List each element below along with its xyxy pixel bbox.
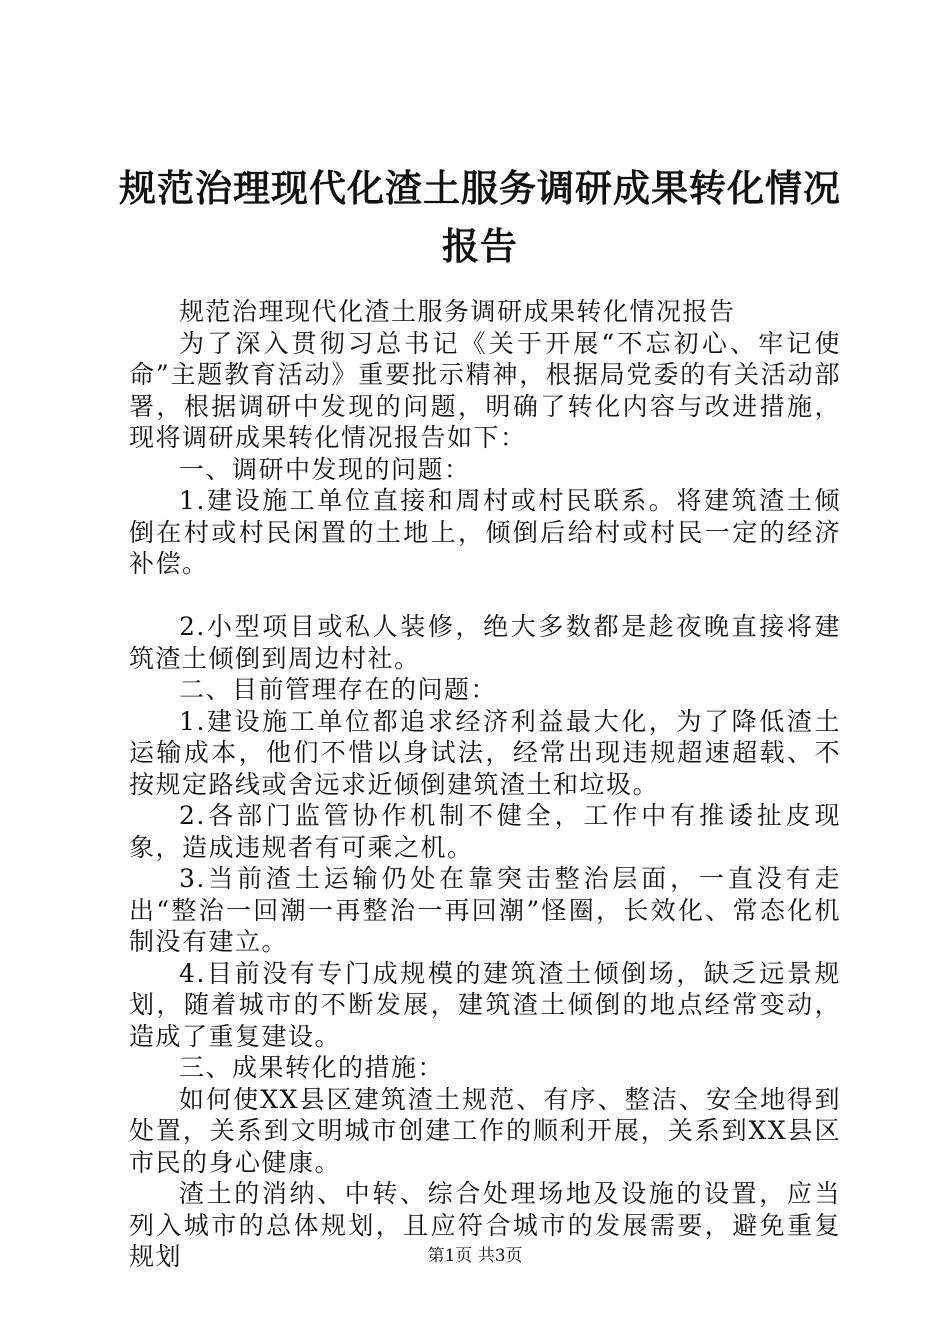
paragraph-item: 1.建设施工单位直接和周村或村民联系。将建筑渣土倾倒在村或村民闲置的土地上，倾倒后给村或村民一定的经济补偿。 (129, 486, 841, 578)
paragraph-item: 渣土的消纳、中转、综合处理场地及设施的设置，应当列入城市的总体规划，且应符合城市的发展需要，避免重复规划 (129, 1179, 841, 1271)
blank-line (129, 580, 841, 612)
document-title: 规范治理现代化渣土服务调研成果转化情况报告 (119, 167, 841, 268)
page-footer: 第1页 共3页 (427, 1246, 523, 1266)
paragraph-item: 如何使XX县区建筑渣土规范、有序、整洁、安全地得到处置，关系到文明城市创建工作的顺利开展，关系到XX县区市民的身心健康。 (129, 1084, 841, 1177)
document-body (129, 296, 841, 1273)
paragraph-item: 4.目前没有专门成规模的建筑渣土倾倒场，缺乏远景规划，随着城市的不断发展，建筑渣土倾倒的地点经常变动，造成了重复建设。 (129, 958, 841, 1051)
paragraph-item: 3.当前渣土运输仍处在靠突击整治层面，一直没有走出“整治一回潮一再整治一再回潮”怪圈，长效化、常态化机制没有建立。 (129, 864, 841, 956)
section-heading-2: 二、目前管理存在的问题： (179, 675, 498, 704)
section-heading-3: 三、成果转化的措施： (179, 1053, 445, 1082)
paragraph-item: 2.各部门监管协作机制不健全，工作中有推诿扯皮现象，造成违规者有可乘之机。 (129, 801, 841, 862)
paragraph-item: 2.小型项目或私人装修，绝大多数都是趁夜晚直接将建筑渣土倾倒到周边村社。 (129, 612, 841, 673)
paragraph-item: 1.建设施工单位都追求经济利益最大化，为了降低渣土运输成本，他们不惜以身试法，经常出现违规超速超载、不按规定路线或舍远求近倾倒建筑渣土和垃圾。 (129, 706, 841, 799)
section-heading-1: 一、调研中发现的问题： (179, 454, 471, 484)
paragraph-subtitle: 规范治理现代化渣土服务调研成果转化情况报告 (179, 297, 736, 326)
paragraph-intro: 为了深入贯彻习总书记《关于开展“不忘初心、牢记使命”主题教育活动》重要批示精神，根据局党委的有关活动部署，根据调研中发现的问题，明确了转化内容与改进措施，现将调研成果转化情况报告如下： (129, 328, 841, 452)
